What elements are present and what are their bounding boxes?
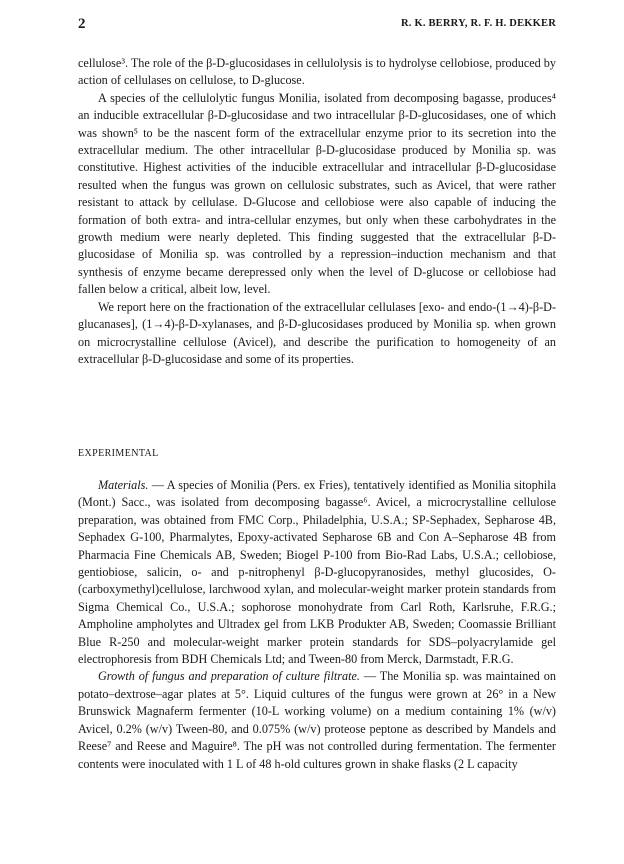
intro-paragraph-2: A species of the cellulolytic fungus Monilia, isolated from decomposing bagasse, produces⁴ an inducible extracellular β-D-glucosidase and two intracellular β-D-glucosidases, one of which was shown⁵ to be the nascent form of the extracellular enzyme prior to its secretion into the extracellular medium. The other intracellular β-D-glucosidase produced by Monilia sp. was constitutive. Highest activities of the inducible extracellular and intracellular β-D-glucosidase resulted when the fungus was grown on cellulosic substrates, such as Avicel, that were rather resistant to attack by cellulase. D-Glucose and cellobiose were also capable of inducing the formation of both extra- and intra-cellular enzymes, but only when these carbohydrates in the growth medium were nearly depleted. This finding suggested that the extracellular β-D-glucosidase of Monilia sp. was controlled by a repression–induction mechanism and that synthesis of enzyme became derepressed only when the level of D-glucose or cellobiose had fallen below a critical, albeit low, level. (78, 90, 556, 297)
growth-title: Growth of fungus and preparation of culture filtrate. (98, 669, 360, 684)
section-heading-experimental: EXPERIMENTAL (78, 448, 159, 459)
running-head-authors: R. K. BERRY, R. F. H. DEKKER (401, 18, 556, 29)
materials-title: Materials. (98, 478, 149, 492)
materials-paragraph (78, 477, 556, 668)
experimental-text (78, 477, 556, 773)
intro-paragraph-1: cellulose³. The role of the β-D-glucosidases in cellulolysis is to hydrolyse cellobiose, produced by action of cellulases on cellulose, to D-glucose. (78, 56, 556, 88)
growth-body: — The Monilia sp. was maintained on potato–dextrose–agar plates at 5°. Liquid cultures of the fungus were grown at 26° in a New Brunswick Magnaferm fermenter (10-L working volume) on a medium containing 1% (w/v) Avicel, 0.2% (w/v) Tween-80, and 0.075% (w/v) proteose peptone as described by Mandels and Reese⁷ and Reese and Maguire⁸. The pH was not controlled during fermentation. The fermenter contents were inoculated with 1 L of 48 h-old cultures grown in shake flasks (2 L capacity (78, 669, 556, 771)
page-header (78, 16, 556, 36)
introduction-text (78, 55, 556, 368)
materials-body: — A species of Monilia (Pers. ex Fries), tentatively identified as Monilia sitophila (Mont.) Sacc., was isolated from decomposing bagasse⁶. Avicel, a microcrystalline cellulose preparation, was obtained from FMC Corp., Philadelphia, U.S.A.; SP-Sephadex, Sepharose 4B, Sephadex G-100, Pharmalytes, Epoxy-activated Sepharose 6B and Con A–Sepharose 4B from Pharmacia Fine Chemicals AB, Sweden; Biogel P-100 from Bio-Rad Labs, U.S.A.; cellobiose, gentiobiose, salicin, o- and p-nitrophenyl β-D-glucopyranosides, methyl glucosides, O-(carboxymethyl)cellulose, larchwood xylan, and molecular-weight marker protein standards from Sigma Chemical Co., U.S.A.; sophorose monohydrate from Carl Roth, Karlsruhe, F.R.G.; Ampholine ampholytes and Ultradex gel from LKB Produkter AB, Sweden; Coomassie Brilliant Blue R-250 and molecular-weight marker protein standards for SDS–polyacrylamide gel electrophoresis from BDH Chemicals Ltd; and Tween-80 from Merck, Darmstadt, F.R.G. (78, 478, 556, 667)
growth-paragraph (78, 668, 556, 772)
intro-paragraph-3: We report here on the fractionation of the extracellular cellulases [exo- and endo-(1→4)-β-D-glucanases], (1→4)-β-D-xylanases, and β-D-glucosidases produced by Monilia sp. when grown on microcrystalline cellulose (Avicel), and describe the purification to homogeneity of an extracellular β-D-glucosidase and some of its properties. (78, 299, 556, 366)
page-number: 2 (78, 16, 86, 32)
